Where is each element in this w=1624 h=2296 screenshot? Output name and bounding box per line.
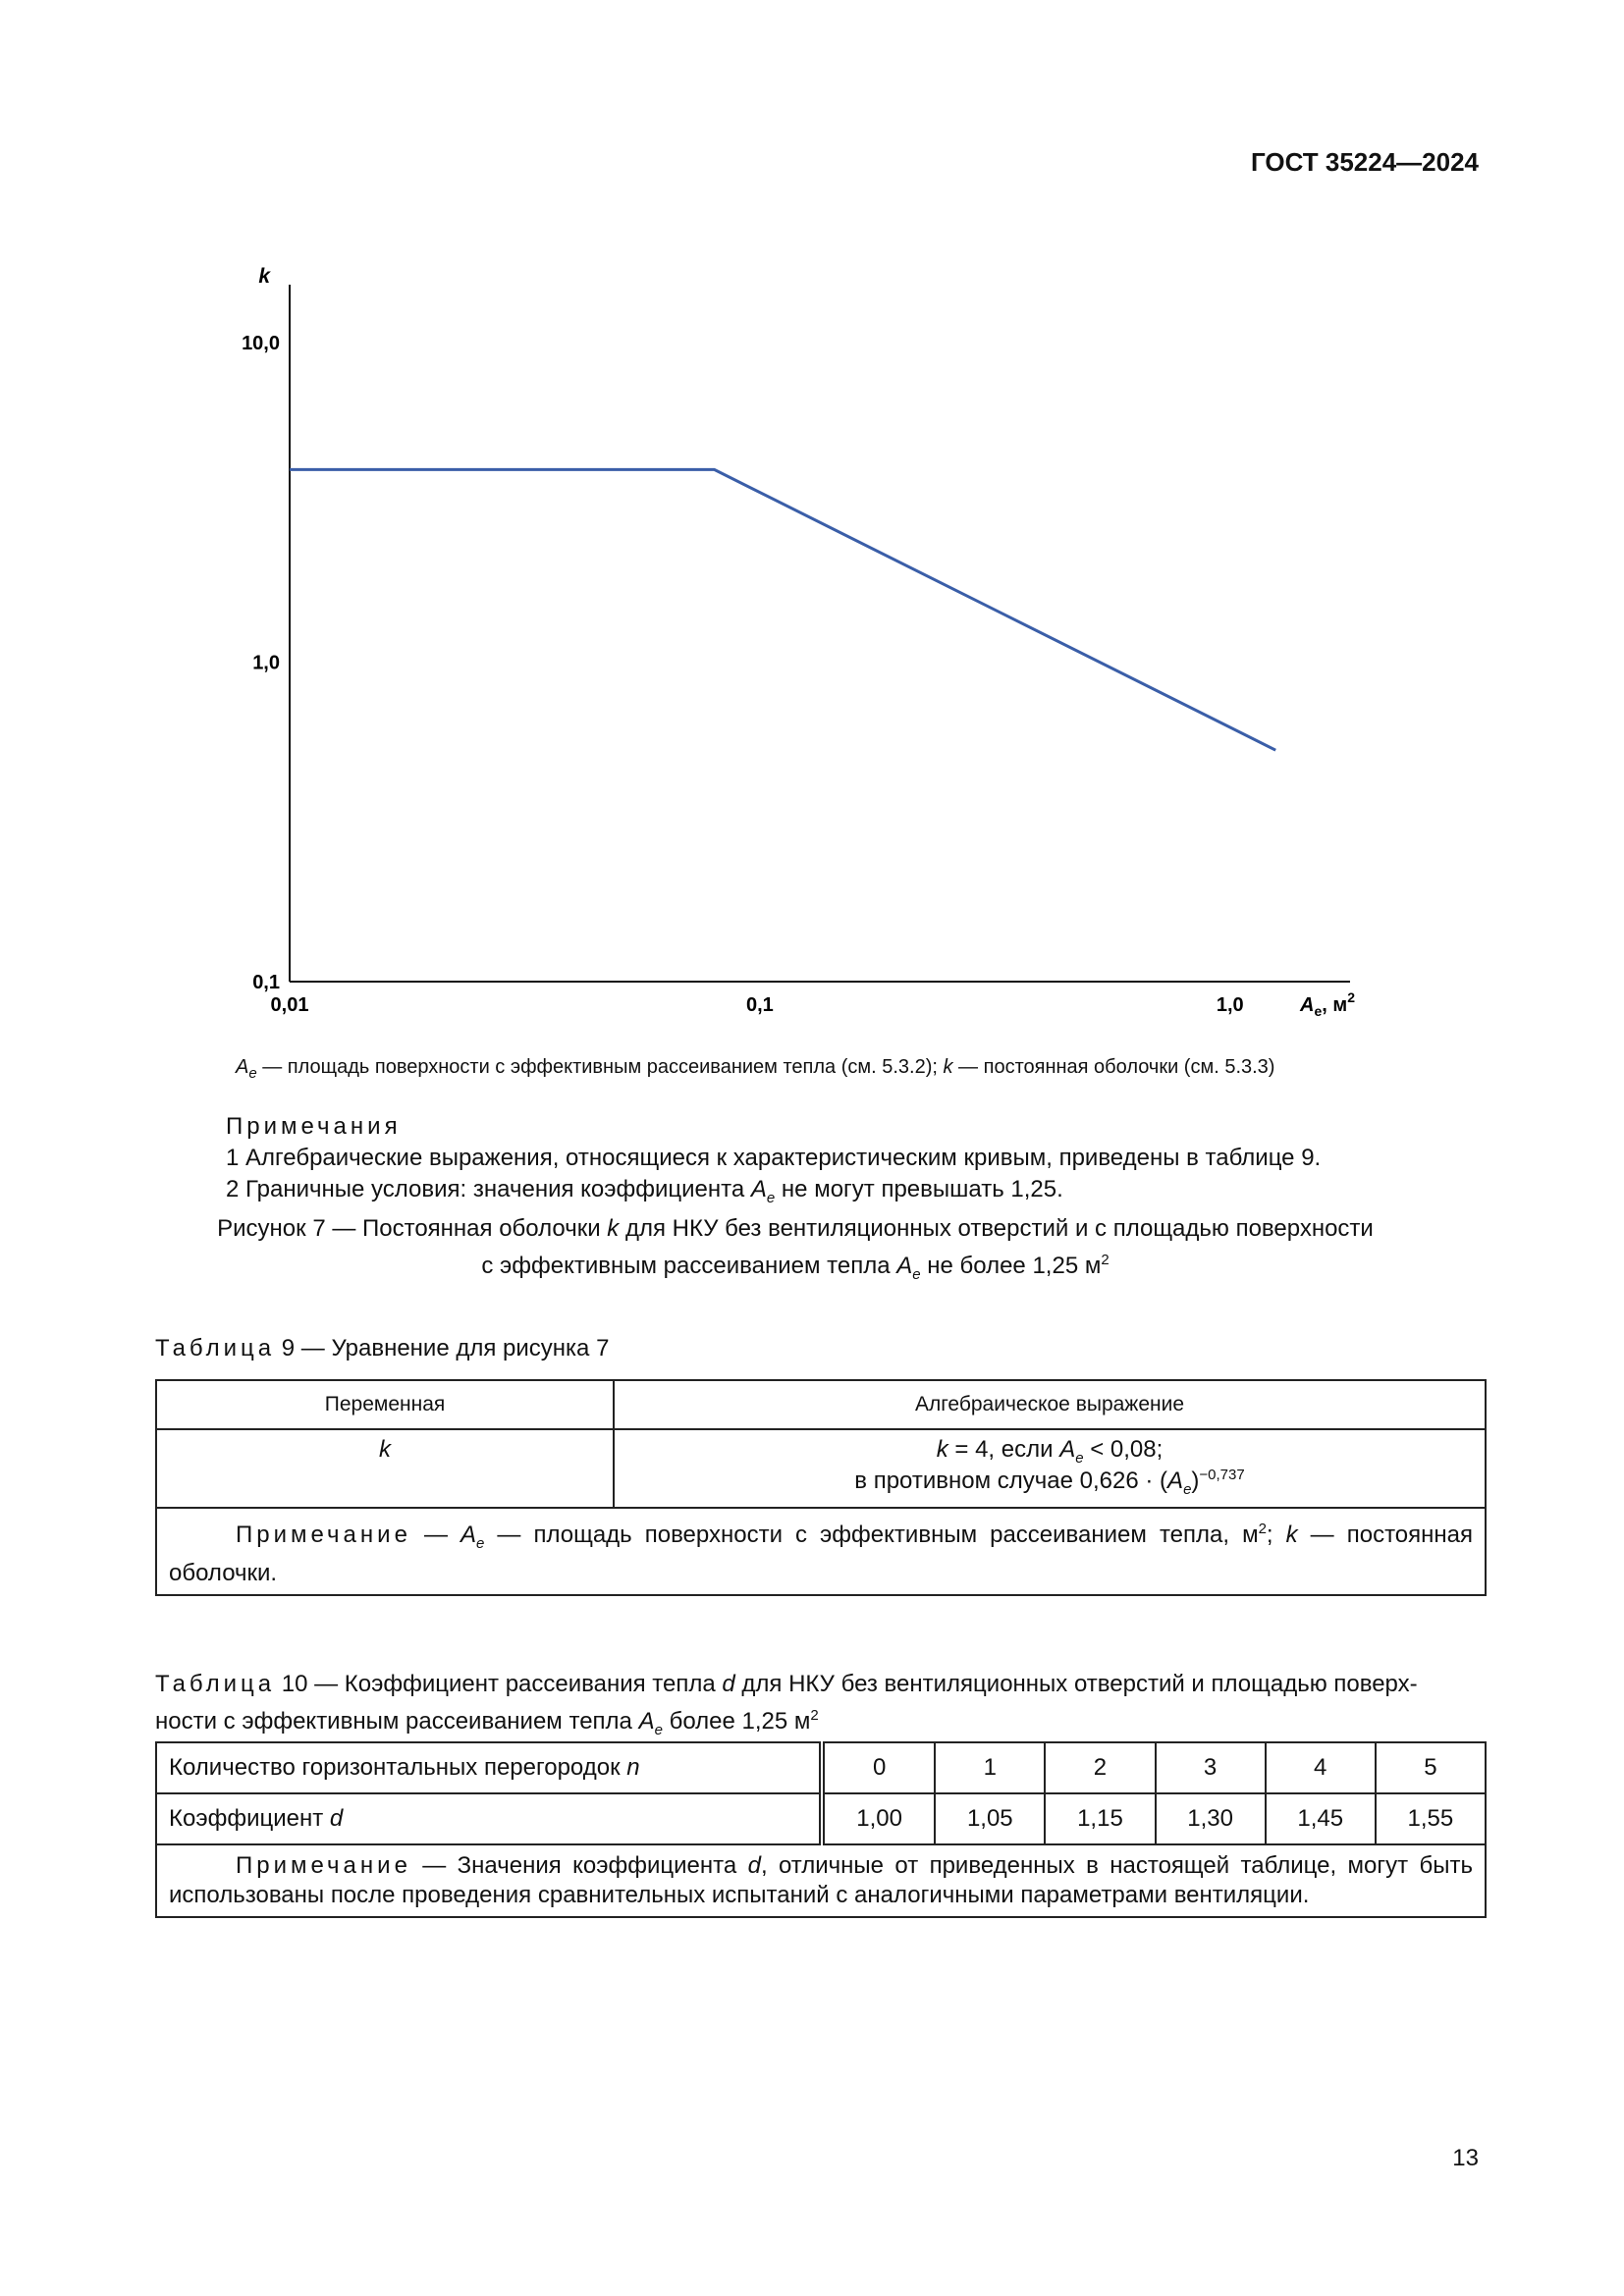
table-10-note: [156, 1844, 1486, 1917]
table-10-note-d: d: [747, 1852, 761, 1879]
note-item-2-symbol: A: [750, 1176, 767, 1202]
table-10-d-cell: 1,55: [1376, 1793, 1486, 1844]
table-10-row-d-label: [156, 1793, 822, 1844]
table-9-note-a: —: [410, 1522, 461, 1548]
series-line-k: [290, 469, 1275, 750]
table-9-label: Таблица: [155, 1335, 276, 1362]
y-tick-label: 1,0: [252, 652, 280, 674]
y-tick-label: 10,0: [242, 332, 280, 354]
table-10-row-n-label: [156, 1742, 822, 1793]
note-item-2-sub: e: [766, 1189, 776, 1206]
table-9-note-sym: A: [460, 1522, 477, 1548]
figure-caption: [157, 1213, 1434, 1291]
table-9-header-row: [156, 1380, 1486, 1429]
caption-line-2-a: с эффективным рассеиванием тепла: [481, 1253, 897, 1279]
note-item-2-text-b: не могут превышать 1,25.: [775, 1176, 1063, 1202]
table-9-var: k: [379, 1436, 391, 1463]
table-10-title-b: для НКУ без вентиляционных отверстий и площадью поверх-: [734, 1671, 1418, 1697]
caption-k: k: [607, 1215, 620, 1242]
table-10-title-sym: A: [638, 1708, 655, 1735]
table-10-note-a: — Значения коэффициента: [410, 1852, 748, 1879]
table-9-note-c: ;: [1266, 1522, 1286, 1548]
table-9-col-variable: Переменная: [156, 1380, 614, 1429]
table-10-d-cell: 1,15: [1045, 1793, 1155, 1844]
table-10-note-b: , отличные от приведенных в настоящей таблице, могут быть использованы после проведения сравнительных испытаний с аналогичными параметрами вентиляции.: [169, 1852, 1473, 1908]
table-10-title-d: d: [722, 1671, 735, 1697]
expr-1-b: = 4, если: [947, 1436, 1060, 1463]
figure-legend: [236, 1056, 1453, 1082]
legend-text-1: — площадь поверхности с эффективным рассеиванием тепла (см. 5.3.2);: [256, 1056, 944, 1078]
caption-sub: e: [912, 1265, 921, 1283]
row-d-text: Коэффициент: [169, 1805, 330, 1832]
x-axis-label: $A_e$, $м^2$: [1300, 989, 1355, 1019]
table-9-note-d: — постоянная оболочки.: [169, 1522, 1473, 1586]
expr-2-a: в противном случае 0,626 · (: [854, 1467, 1168, 1494]
table-10-n-cell: 5: [1376, 1742, 1486, 1793]
table-10-note-label: Примечание: [236, 1852, 411, 1879]
expr-2-sub: e: [1183, 1480, 1192, 1498]
table-9-cell-var: [156, 1429, 614, 1508]
table-10-n-cell: 1: [935, 1742, 1045, 1793]
legend-text-2: — постоянная оболочки (см. 5.3.3): [952, 1056, 1275, 1078]
table-10-title: [155, 1669, 1487, 1746]
table-10-title-sup: 2: [810, 1707, 819, 1724]
table-10-title-line-1: [155, 1669, 1487, 1700]
caption-line-1-a: Рисунок 7 — Постоянная оболочки: [217, 1215, 608, 1242]
row-n-symbol: n: [626, 1754, 640, 1781]
table-9-row: [156, 1429, 1486, 1508]
table-9-note-sup: 2: [1258, 1521, 1267, 1537]
expr-2-b: ): [1191, 1467, 1200, 1494]
expr-1-sub: e: [1075, 1449, 1084, 1467]
chart-figure-7: [216, 221, 1424, 1036]
table-9-note-b: — площадь поверхности с эффективным рассеиванием тепла, м: [484, 1522, 1259, 1548]
table-10-title-line-2: [155, 1700, 1487, 1746]
table-10-n-cell: 2: [1045, 1742, 1155, 1793]
legend-symbol-e: e: [248, 1065, 257, 1082]
table-9-title: [155, 1333, 609, 1364]
note-item-2: [226, 1174, 1404, 1214]
caption-line-2: [157, 1245, 1434, 1291]
caption-symbol: A: [896, 1253, 913, 1279]
table-10-n-cell: 4: [1266, 1742, 1376, 1793]
y-tick-label: 0,1: [252, 972, 280, 993]
table-9-title-text: 9 — Уравнение для рисунка 7: [275, 1335, 610, 1362]
table-9: [155, 1379, 1487, 1596]
table-9-note-k: k: [1285, 1522, 1298, 1548]
table-9-note-row: [156, 1508, 1486, 1595]
legend-symbol-a: A: [236, 1056, 249, 1078]
row-d-symbol: d: [329, 1805, 344, 1832]
document-id: ГОСТ 35224—2024: [1251, 147, 1479, 177]
table-10-d-cell: 1,30: [1156, 1793, 1266, 1844]
chart-svg: [216, 221, 1424, 1036]
table-9-note-label: Примечание: [236, 1522, 411, 1548]
caption-line-1-b: для НКУ без вентиляционных отверстий и с площадью поверхности: [619, 1215, 1374, 1242]
table-10-title-a: 10 — Коэффициент рассеивания тепла: [275, 1671, 723, 1697]
note-item-2-text-a: 2 Граничные условия: значения коэффициента: [226, 1176, 751, 1202]
expr-k: k: [936, 1436, 948, 1463]
x-tick-label: 0,01: [270, 994, 309, 1016]
figure-notes: [226, 1111, 1404, 1214]
table-9-note: [156, 1508, 1486, 1595]
table-10-n-cell: 0: [822, 1742, 935, 1793]
table-10-title-e: более 1,25 м: [662, 1708, 811, 1735]
table-10-title-c: ности с эффективным рассеиванием тепла: [155, 1708, 639, 1735]
x-tick-label: 0,1: [745, 994, 774, 1016]
caption-line-1: [157, 1213, 1434, 1245]
table-10-d-cell: 1,45: [1266, 1793, 1376, 1844]
note-item-1: 1 Алгебраические выражения, относящиеся к характеристическим кривым, приведены в таблице 9.: [226, 1145, 1322, 1171]
page-number: 13: [1452, 2145, 1479, 2171]
caption-sup: 2: [1101, 1252, 1110, 1268]
table-10-n-cell: 3: [1156, 1742, 1266, 1793]
expr-line-2: [626, 1467, 1473, 1498]
expr-2-sup: −0,737: [1199, 1466, 1245, 1483]
table-9-col-expression: Алгебраическое выражение: [614, 1380, 1486, 1429]
expr-2-sym: A: [1167, 1467, 1184, 1494]
notes-heading: Примечания: [226, 1113, 402, 1140]
table-10: [155, 1741, 1487, 1918]
table-10-note-row: [156, 1844, 1486, 1917]
caption-line-2-b: не более 1,25 м: [920, 1253, 1102, 1279]
row-n-text: Количество горизонтальных перегородок: [169, 1754, 627, 1781]
x-tick-label: 1,0: [1216, 994, 1244, 1016]
table-10-d-cell: 1,00: [822, 1793, 935, 1844]
table-10-title-sub: e: [654, 1721, 663, 1738]
table-10-d-cell: 1,05: [935, 1793, 1045, 1844]
y-axis-label: k: [258, 265, 270, 288]
table-10-label: Таблица: [155, 1671, 276, 1697]
legend-symbol-k: k: [943, 1056, 953, 1078]
expr-1-c: < 0,08;: [1083, 1436, 1164, 1463]
table-10-row-n: [156, 1742, 1486, 1793]
expr-1-sym: A: [1059, 1436, 1076, 1463]
expr-line-1: [626, 1436, 1473, 1467]
table-9-note-sub: e: [476, 1534, 485, 1552]
table-9-cell-expr: [614, 1429, 1486, 1508]
table-10-row-d: [156, 1793, 1486, 1844]
